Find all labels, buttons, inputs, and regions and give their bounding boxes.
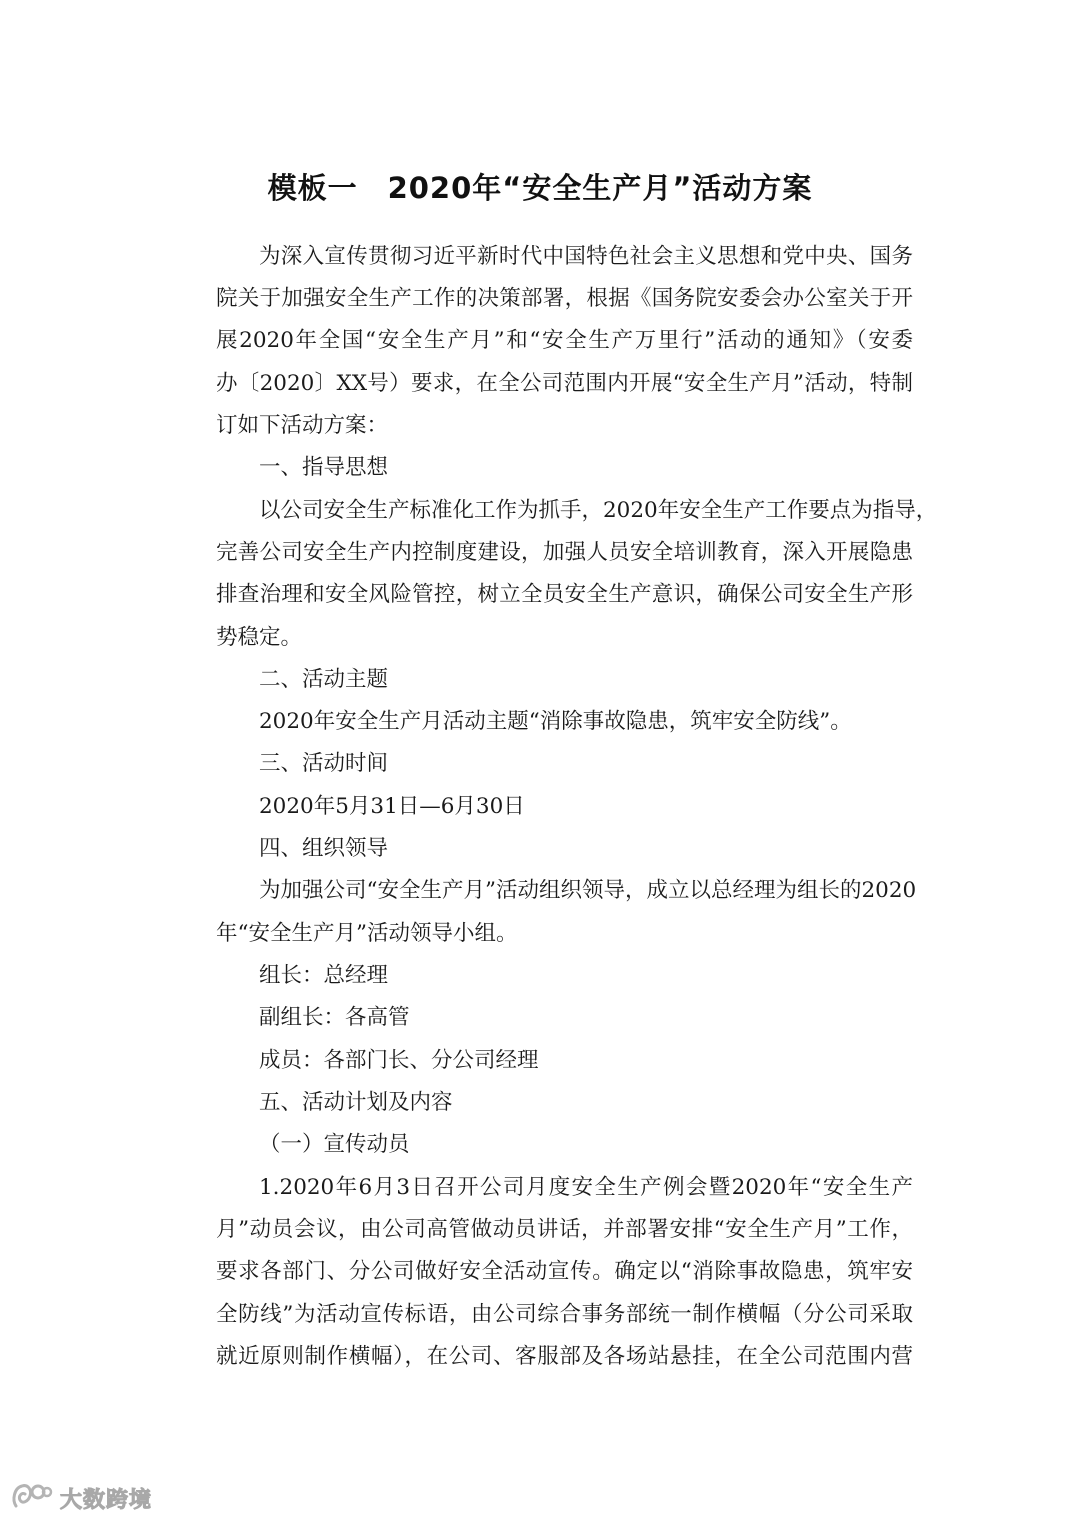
watermark-text: 大数跨境: [60, 1487, 153, 1513]
paragraph-line: 订如下活动方案：: [216, 413, 389, 438]
brand-logo-icon: [10, 1478, 54, 1518]
paragraph-line: 2020年安全生产月活动主题“消除事故隐患，筑牢安全防线”。: [259, 709, 852, 734]
paragraph-line: 1.2020年6月3日召开公司月度安全生产例会暨2020年“安全生产: [259, 1175, 913, 1200]
paragraph-line: 院关于加强安全生产工作的决策部署，根据《国务院安委会办公室关于开: [216, 286, 913, 311]
paragraph-line: 月”动员会议，由公司高管做动员讲话，并部署安排“安全生产月”工作，: [216, 1217, 913, 1242]
paragraph-line: 为加强公司“安全生产月”活动组织领导，成立以总经理为组长的2020: [259, 878, 917, 903]
paragraph-line: 成员：各部门长、分公司经理: [259, 1048, 539, 1073]
paragraph-line: 排查治理和安全风险管控，树立全员安全生产意识，确保公司安全生产形: [216, 582, 913, 607]
paragraph-line: 以公司安全生产标准化工作为抓手，2020年安全生产工作要点为指导，: [259, 498, 938, 523]
section-heading: 四、组织领导: [259, 836, 389, 861]
document-title: 模板一 2020年“安全生产月”活动方案: [267, 171, 813, 205]
paragraph-line: 势稳定。: [216, 625, 303, 650]
paragraph-line: 组长：总经理: [259, 963, 389, 988]
watermark: [10, 1476, 152, 1520]
section-heading: 一、指导思想: [259, 455, 389, 480]
paragraph-line: 完善公司安全生产内控制度建设，加强人员安全培训教育，深入开展隐患: [216, 540, 913, 565]
paragraph-line: 2020年5月31日—6月30日: [259, 794, 525, 819]
paragraph-line: 副组长：各高管: [259, 1005, 410, 1030]
paragraph-line: 就近原则制作横幅），在公司、客服部及各场站悬挂，在全公司范围内营: [216, 1344, 913, 1369]
subsection-heading: （一）宣传动员: [259, 1132, 410, 1157]
section-heading: 二、活动主题: [259, 667, 389, 692]
paragraph-line: 要求各部门、分公司做好安全活动宣传。确定以“消除事故隐患，筑牢安: [216, 1259, 913, 1284]
paragraph-line: 展2020年全国“安全生产月”和“安全生产万里行”活动的通知》（安委: [216, 328, 913, 353]
section-heading: 五、活动计划及内容: [259, 1090, 453, 1115]
paragraph-line: 为深入宣传贯彻习近平新时代中国特色社会主义思想和党中央、国务: [259, 244, 913, 269]
paragraph-line: 办〔2020〕XX号）要求，在全公司范围内开展“安全生产月”活动，特制: [216, 371, 913, 396]
paragraph-line: 全防线”为活动宣传标语，由公司综合事务部统一制作横幅（分公司采取: [216, 1302, 913, 1327]
paragraph-line: 年“安全生产月”活动领导小组。: [216, 921, 518, 946]
section-heading: 三、活动时间: [259, 751, 389, 776]
